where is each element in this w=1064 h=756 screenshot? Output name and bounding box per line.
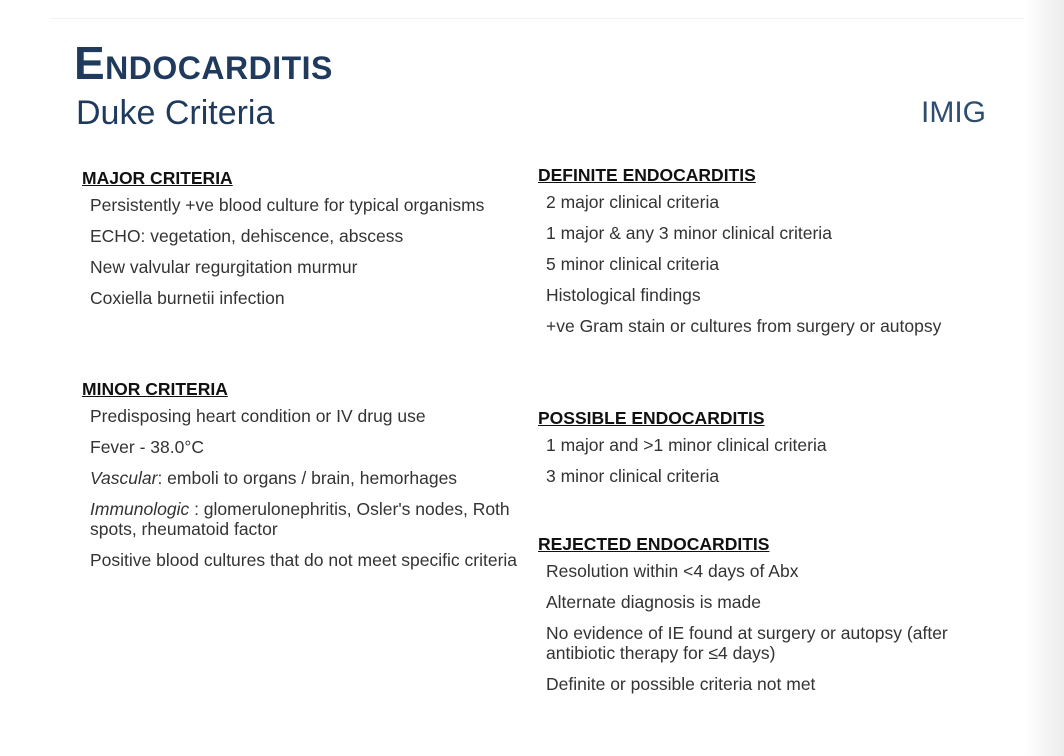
criteria-text: Predisposing heart condition or IV drug use — [90, 406, 426, 426]
criteria-text: 3 minor clinical criteria — [546, 466, 720, 486]
criteria-category: Vascular — [90, 468, 158, 488]
criteria-item — [546, 285, 986, 305]
criteria-item — [546, 592, 986, 612]
criteria-text: New valvular regurgitation murmur — [90, 257, 358, 277]
criteria-text: Histological findings — [546, 285, 701, 305]
definite-endocarditis-section — [538, 165, 986, 347]
criteria-item — [546, 223, 986, 243]
possible-endocarditis-section — [538, 408, 986, 497]
criteria-category: Immunologic — [90, 499, 190, 519]
criteria-text: 1 major and >1 minor clinical criteria — [546, 435, 827, 455]
criteria-item — [546, 561, 986, 581]
criteria-text: Coxiella burnetii infection — [90, 288, 285, 308]
slide-edge-shadow — [1024, 0, 1064, 756]
criteria-text: Definite or possible criteria not met — [546, 674, 816, 694]
criteria-item — [90, 226, 530, 246]
criteria-text: Fever - 38.0°C — [90, 437, 204, 457]
criteria-item — [546, 466, 986, 486]
criteria-item — [90, 499, 530, 539]
brand-logo-text: IMIG — [921, 96, 986, 129]
criteria-item — [546, 623, 986, 663]
major-criteria-section — [82, 168, 530, 319]
criteria-text: 1 major & any 3 minor clinical criteria — [546, 223, 832, 243]
criteria-text: 5 minor clinical criteria — [546, 254, 720, 274]
criteria-item — [90, 257, 530, 277]
minor-criteria-section — [82, 379, 530, 581]
criteria-item — [546, 192, 986, 212]
criteria-item — [90, 468, 530, 488]
criteria-item — [546, 316, 986, 336]
criteria-item — [90, 195, 530, 215]
criteria-item — [90, 406, 530, 426]
criteria-text: 2 major clinical criteria — [546, 192, 720, 212]
slide-top-border — [50, 18, 1024, 19]
section-heading: REJECTED ENDOCARDITIS — [538, 534, 770, 554]
section-heading: MAJOR CRITERIA — [82, 168, 233, 188]
section-heading: DEFINITE ENDOCARDITIS — [538, 165, 756, 185]
criteria-text: Alternate diagnosis is made — [546, 592, 761, 612]
section-heading: POSSIBLE ENDOCARDITIS — [538, 408, 765, 428]
criteria-item — [90, 288, 530, 308]
slide-subtitle: Duke Criteria — [76, 94, 275, 132]
criteria-item — [90, 437, 530, 457]
criteria-text: Positive blood cultures that do not meet specific criteria — [90, 550, 518, 570]
criteria-text: Persistently +ve blood culture for typical organisms — [90, 195, 485, 215]
criteria-text: Resolution within <4 days of Abx — [546, 561, 799, 581]
criteria-text: ECHO: vegetation, dehiscence, abscess — [90, 226, 404, 246]
criteria-text: : glomerulonephritis, Osler's nodes, Roth spots, rheumatoid factor — [90, 499, 510, 539]
criteria-item — [546, 254, 986, 274]
criteria-text: : emboli to organs / brain, hemorhages — [157, 468, 458, 488]
criteria-text: No evidence of IE found at surgery or autopsy (after antibiotic therapy for ≤4 days) — [546, 623, 948, 663]
criteria-item — [90, 550, 530, 570]
slide-title: Endocarditis — [74, 37, 333, 89]
section-heading: MINOR CRITERIA — [82, 379, 228, 399]
criteria-text: +ve Gram stain or cultures from surgery or autopsy — [546, 316, 942, 336]
criteria-item — [546, 435, 986, 455]
rejected-endocarditis-section — [538, 534, 986, 705]
criteria-item — [546, 674, 986, 694]
